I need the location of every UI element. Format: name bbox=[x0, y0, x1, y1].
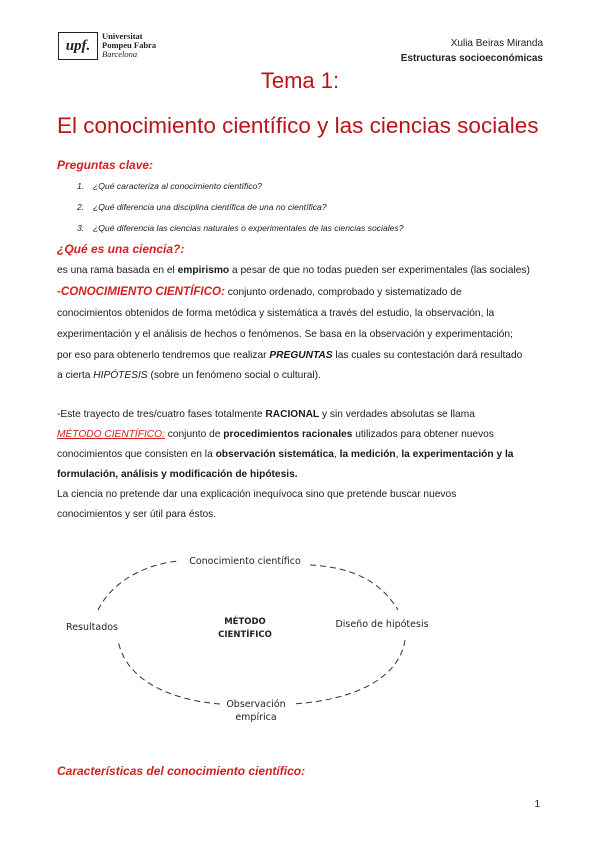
logo-line-1: Universitat bbox=[102, 31, 143, 41]
upf-logo-mark: upf. bbox=[58, 32, 98, 60]
paragraph-line: es una rama basada en el empirismo a pesar de que no todas pueden ser experimentales (las sociales) bbox=[57, 265, 530, 276]
paragraph-line: conocimientos y ser útil para éstos. bbox=[57, 509, 217, 520]
list-item bbox=[77, 202, 404, 223]
paragraph-line: La ciencia no pretende dar una explicación inequívoca sino que pretende buscar nuevos bbox=[57, 489, 457, 500]
list-number: 3. bbox=[77, 223, 85, 233]
paragraph-line: -Este trayecto de tres/cuatro fases totalmente RACIONAL y sin verdades absolutas se llama bbox=[57, 409, 475, 420]
cycle-arrow-left-top bbox=[98, 561, 178, 610]
paragraph-line: a cierta HIPÓTESIS (sobre un fenómeno social o cultural). bbox=[57, 370, 321, 381]
questions-list bbox=[77, 181, 404, 244]
list-text: ¿Qué diferencia las ciencias naturales o experimentales de las ciencias sociales? bbox=[93, 223, 404, 233]
diagram-node-bottom-2: empírica bbox=[235, 712, 277, 723]
page-title: El conocimiento científico y las ciencias sociales bbox=[57, 113, 539, 138]
diagram-center-1: MÉTODO bbox=[224, 617, 266, 627]
paragraph-line: -CONOCIMIENTO CIENTÍFICO: conjunto ordenado, comprobado y sistematizado de bbox=[57, 285, 462, 298]
cycle-arrow-bottom-left bbox=[118, 640, 220, 704]
list-item bbox=[77, 181, 404, 202]
list-text: ¿Qué diferencia una disciplina científica de una no científica? bbox=[93, 202, 327, 212]
que-es-heading: ¿Qué es una ciencia?: bbox=[57, 242, 185, 256]
list-text: ¿Qué caracteriza al conocimiento científico? bbox=[93, 181, 263, 191]
cycle-arrow-right-bottom bbox=[292, 640, 405, 704]
list-item bbox=[77, 223, 404, 244]
paragraph-line: conocimientos que consisten en la observación sistemática, la medición, la experimentación y la bbox=[57, 449, 514, 460]
diagram-node-top: Conocimiento científico bbox=[189, 556, 301, 567]
preguntas-heading: Preguntas clave: bbox=[57, 158, 154, 172]
list-number: 1. bbox=[77, 181, 85, 191]
diagram-center-2: CIENTÍFICO bbox=[218, 630, 272, 640]
author-name: Xulia Beiras Miranda bbox=[450, 38, 543, 49]
diagram-node-right: Diseño de hipótesis bbox=[335, 619, 429, 630]
metodo-label: MÉTODO CIENTÍFICO: bbox=[57, 429, 165, 440]
metodo-cientifico-diagram bbox=[0, 540, 600, 730]
paragraph-line: MÉTODO CIENTÍFICO: conjunto de procedimientos racionales utilizados para obtener nuevos bbox=[57, 429, 494, 440]
caracteristicas-heading: Características del conocimiento científico: bbox=[57, 764, 306, 778]
paragraph-line: formulación, análisis y modificación de hipótesis. bbox=[57, 469, 298, 480]
logo-line-2: Pompeu Fabra bbox=[102, 40, 157, 50]
diagram-node-left: Resultados bbox=[66, 622, 118, 633]
upf-logo-text bbox=[102, 32, 156, 59]
conocimiento-label: -CONOCIMIENTO CIENTÍFICO: bbox=[57, 285, 225, 298]
page-number: 1 bbox=[534, 799, 540, 810]
cycle-arrow-top-right bbox=[310, 565, 398, 610]
paragraph-line: experimentación y el análisis de hechos o fenómenos. Se basa en la observación y experimentación; bbox=[57, 329, 513, 340]
tema-heading: Tema 1: bbox=[260, 68, 340, 93]
paragraph-line: conocimientos obtenidos de forma metódica y sistemática a través del estudio, la observación, la bbox=[57, 308, 495, 319]
logo-line-3: Barcelona bbox=[102, 49, 138, 59]
paragraph-line: por eso para obtenerlo tendremos que realizar PREGUNTAS las cuales su contestación dará resultado bbox=[57, 350, 523, 361]
diagram-node-bottom-1: Observación bbox=[226, 699, 286, 710]
upf-logo bbox=[58, 30, 178, 62]
subject-name: Estructuras socioeconómicas bbox=[400, 53, 543, 64]
list-number: 2. bbox=[77, 202, 85, 212]
